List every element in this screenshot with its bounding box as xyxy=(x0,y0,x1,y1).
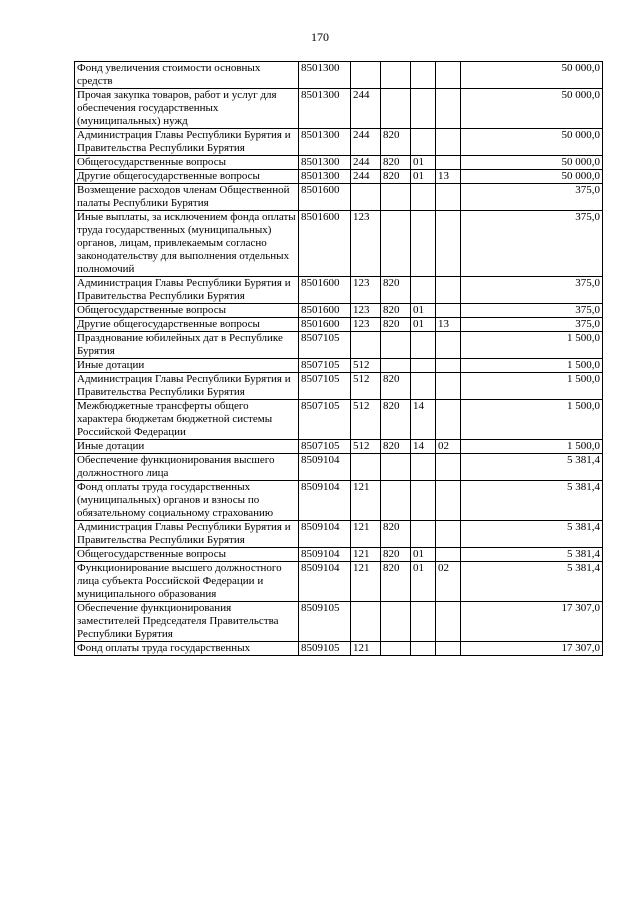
subsection-cell xyxy=(436,400,461,440)
ministry-cell xyxy=(381,332,411,359)
row-name-cell: Фонд оплаты труда государственных xyxy=(75,642,299,656)
table-row xyxy=(75,481,603,521)
section-cell: 01 xyxy=(411,548,436,562)
row-name-cell: Администрация Главы Республики Бурятия и Правительства Республики Бурятия xyxy=(75,277,299,304)
ministry-cell: 820 xyxy=(381,562,411,602)
expense-type-cell: 244 xyxy=(351,156,381,170)
section-cell xyxy=(411,277,436,304)
table-row xyxy=(75,359,603,373)
expense-type-cell xyxy=(351,62,381,89)
table-row xyxy=(75,211,603,277)
section-cell: 01 xyxy=(411,304,436,318)
target-article-cell: 8509104 xyxy=(299,562,351,602)
page-number: 170 xyxy=(311,30,329,44)
ministry-cell: 820 xyxy=(381,170,411,184)
subsection-cell: 02 xyxy=(436,562,461,602)
expense-type-cell: 123 xyxy=(351,277,381,304)
section-cell xyxy=(411,642,436,656)
amount-cell: 5 381,4 xyxy=(461,521,603,548)
amount-cell: 1 500,0 xyxy=(461,373,603,400)
section-cell xyxy=(411,211,436,277)
ministry-cell xyxy=(381,211,411,277)
section-cell: 01 xyxy=(411,562,436,602)
expense-type-cell xyxy=(351,602,381,642)
amount-cell: 1 500,0 xyxy=(461,440,603,454)
table-row xyxy=(75,548,603,562)
target-article-cell: 8501300 xyxy=(299,89,351,129)
target-article-cell: 8501600 xyxy=(299,277,351,304)
expense-type-cell xyxy=(351,184,381,211)
expense-type-cell xyxy=(351,332,381,359)
section-cell xyxy=(411,454,436,481)
section-cell: 14 xyxy=(411,400,436,440)
target-article-cell: 8507105 xyxy=(299,400,351,440)
section-cell xyxy=(411,89,436,129)
subsection-cell xyxy=(436,454,461,481)
expense-type-cell: 123 xyxy=(351,304,381,318)
row-name-cell: Празднование юбилейных дат в Республике Бурятия xyxy=(75,332,299,359)
subsection-cell xyxy=(436,62,461,89)
ministry-cell: 820 xyxy=(381,277,411,304)
row-name-cell: Фонд оплаты труда государственных (муниципальных) органов и взносы по обязательному социальному страхованию xyxy=(75,481,299,521)
section-cell xyxy=(411,332,436,359)
subsection-cell xyxy=(436,332,461,359)
subsection-cell: 02 xyxy=(436,440,461,454)
ministry-cell: 820 xyxy=(381,304,411,318)
table-row xyxy=(75,62,603,89)
ministry-cell xyxy=(381,481,411,521)
target-article-cell: 8509104 xyxy=(299,548,351,562)
expense-type-cell: 512 xyxy=(351,373,381,400)
row-name-cell: Обеспечение функционирования высшего должностного лица xyxy=(75,454,299,481)
expense-type-cell: 123 xyxy=(351,318,381,332)
table-row xyxy=(75,562,603,602)
row-name-cell: Общегосударственные вопросы xyxy=(75,156,299,170)
ministry-cell xyxy=(381,359,411,373)
amount-cell: 375,0 xyxy=(461,304,603,318)
subsection-cell xyxy=(436,304,461,318)
expense-type-cell: 121 xyxy=(351,548,381,562)
expense-type-cell: 244 xyxy=(351,89,381,129)
expense-type-cell: 121 xyxy=(351,642,381,656)
ministry-cell: 820 xyxy=(381,373,411,400)
expense-type-cell: 512 xyxy=(351,359,381,373)
amount-cell: 50 000,0 xyxy=(461,89,603,129)
row-name-cell: Возмещение расходов членам Общественной палаты Республики Бурятия xyxy=(75,184,299,211)
subsection-cell xyxy=(436,602,461,642)
ministry-cell: 820 xyxy=(381,156,411,170)
amount-cell: 375,0 xyxy=(461,277,603,304)
subsection-cell xyxy=(436,521,461,548)
table-row xyxy=(75,373,603,400)
target-article-cell: 8509105 xyxy=(299,602,351,642)
subsection-cell xyxy=(436,277,461,304)
budget-table xyxy=(74,61,603,656)
amount-cell: 1 500,0 xyxy=(461,359,603,373)
row-name-cell: Фонд увеличения стоимости основных средств xyxy=(75,62,299,89)
amount-cell: 5 381,4 xyxy=(461,454,603,481)
amount-cell: 375,0 xyxy=(461,211,603,277)
section-cell: 01 xyxy=(411,156,436,170)
table-row xyxy=(75,332,603,359)
subsection-cell xyxy=(436,642,461,656)
ministry-cell: 820 xyxy=(381,440,411,454)
expense-type-cell: 121 xyxy=(351,562,381,602)
row-name-cell: Администрация Главы Республики Бурятия и Правительства Республики Бурятия xyxy=(75,129,299,156)
ministry-cell xyxy=(381,184,411,211)
subsection-cell xyxy=(436,156,461,170)
amount-cell: 5 381,4 xyxy=(461,562,603,602)
subsection-cell: 13 xyxy=(436,170,461,184)
target-article-cell: 8501600 xyxy=(299,318,351,332)
table-row xyxy=(75,318,603,332)
target-article-cell: 8501300 xyxy=(299,129,351,156)
target-article-cell: 8507105 xyxy=(299,373,351,400)
row-name-cell: Прочая закупка товаров, работ и услуг для обеспечения государственных (муниципальных) нужд xyxy=(75,89,299,129)
section-cell: 01 xyxy=(411,318,436,332)
target-article-cell: 8509104 xyxy=(299,481,351,521)
table-row xyxy=(75,400,603,440)
amount-cell: 1 500,0 xyxy=(461,332,603,359)
amount-cell: 17 307,0 xyxy=(461,642,603,656)
expense-type-cell: 244 xyxy=(351,129,381,156)
ministry-cell: 820 xyxy=(381,318,411,332)
ministry-cell: 820 xyxy=(381,521,411,548)
table-row xyxy=(75,454,603,481)
subsection-cell: 13 xyxy=(436,318,461,332)
row-name-cell: Иные дотации xyxy=(75,440,299,454)
section-cell xyxy=(411,373,436,400)
expense-type-cell: 121 xyxy=(351,481,381,521)
section-cell: 14 xyxy=(411,440,436,454)
target-article-cell: 8509104 xyxy=(299,454,351,481)
section-cell xyxy=(411,62,436,89)
amount-cell: 375,0 xyxy=(461,318,603,332)
table-row xyxy=(75,170,603,184)
amount-cell: 1 500,0 xyxy=(461,400,603,440)
subsection-cell xyxy=(436,548,461,562)
row-name-cell: Другие общегосударственные вопросы xyxy=(75,318,299,332)
table-row xyxy=(75,277,603,304)
section-cell xyxy=(411,521,436,548)
row-name-cell: Обеспечение функционирования заместителей Председателя Правительства Республики Бурятия xyxy=(75,602,299,642)
target-article-cell: 8507105 xyxy=(299,359,351,373)
row-name-cell: Функционирование высшего должностного лица субъекта Российской Федерации и муниципального образования xyxy=(75,562,299,602)
subsection-cell xyxy=(436,211,461,277)
target-article-cell: 8509105 xyxy=(299,642,351,656)
row-name-cell: Общегосударственные вопросы xyxy=(75,304,299,318)
row-name-cell: Межбюджетные трансферты общего характера бюджетам бюджетной системы Российской Федерации xyxy=(75,400,299,440)
row-name-cell: Администрация Главы Республики Бурятия и Правительства Республики Бурятия xyxy=(75,521,299,548)
expense-type-cell: 512 xyxy=(351,440,381,454)
table-row xyxy=(75,129,603,156)
target-article-cell: 8501600 xyxy=(299,184,351,211)
table-row xyxy=(75,184,603,211)
row-name-cell: Другие общегосударственные вопросы xyxy=(75,170,299,184)
section-cell xyxy=(411,602,436,642)
amount-cell: 5 381,4 xyxy=(461,481,603,521)
section-cell: 01 xyxy=(411,170,436,184)
target-article-cell: 8501300 xyxy=(299,156,351,170)
row-name-cell: Иные выплаты, за исключением фонда оплаты труда государственных (муниципальных) органов, лицам, привлекаемым согласно законодательству для выполнения отдельных полномочий xyxy=(75,211,299,277)
row-name-cell: Администрация Главы Республики Бурятия и Правительства Республики Бурятия xyxy=(75,373,299,400)
table-row xyxy=(75,521,603,548)
section-cell xyxy=(411,184,436,211)
ministry-cell xyxy=(381,642,411,656)
target-article-cell: 8507105 xyxy=(299,332,351,359)
expense-type-cell: 244 xyxy=(351,170,381,184)
subsection-cell xyxy=(436,481,461,521)
amount-cell: 50 000,0 xyxy=(461,170,603,184)
amount-cell: 375,0 xyxy=(461,184,603,211)
expense-type-cell: 123 xyxy=(351,211,381,277)
table-row xyxy=(75,642,603,656)
amount-cell: 5 381,4 xyxy=(461,548,603,562)
ministry-cell xyxy=(381,602,411,642)
ministry-cell: 820 xyxy=(381,400,411,440)
ministry-cell xyxy=(381,62,411,89)
target-article-cell: 8501600 xyxy=(299,211,351,277)
target-article-cell: 8501300 xyxy=(299,62,351,89)
subsection-cell xyxy=(436,129,461,156)
table-row xyxy=(75,440,603,454)
ministry-cell: 820 xyxy=(381,548,411,562)
table-row xyxy=(75,89,603,129)
target-article-cell: 8501300 xyxy=(299,170,351,184)
expense-type-cell: 121 xyxy=(351,521,381,548)
section-cell xyxy=(411,481,436,521)
table-body xyxy=(75,62,603,656)
table-row xyxy=(75,602,603,642)
ministry-cell xyxy=(381,89,411,129)
amount-cell: 50 000,0 xyxy=(461,62,603,89)
target-article-cell: 8501600 xyxy=(299,304,351,318)
expense-type-cell xyxy=(351,454,381,481)
row-name-cell: Иные дотации xyxy=(75,359,299,373)
ministry-cell xyxy=(381,454,411,481)
subsection-cell xyxy=(436,359,461,373)
amount-cell: 17 307,0 xyxy=(461,602,603,642)
amount-cell: 50 000,0 xyxy=(461,156,603,170)
target-article-cell: 8507105 xyxy=(299,440,351,454)
section-cell xyxy=(411,129,436,156)
ministry-cell: 820 xyxy=(381,129,411,156)
row-name-cell: Общегосударственные вопросы xyxy=(75,548,299,562)
table-row xyxy=(75,304,603,318)
expense-type-cell: 512 xyxy=(351,400,381,440)
target-article-cell: 8509104 xyxy=(299,521,351,548)
subsection-cell xyxy=(436,184,461,211)
table-row xyxy=(75,156,603,170)
section-cell xyxy=(411,359,436,373)
subsection-cell xyxy=(436,373,461,400)
subsection-cell xyxy=(436,89,461,129)
amount-cell: 50 000,0 xyxy=(461,129,603,156)
